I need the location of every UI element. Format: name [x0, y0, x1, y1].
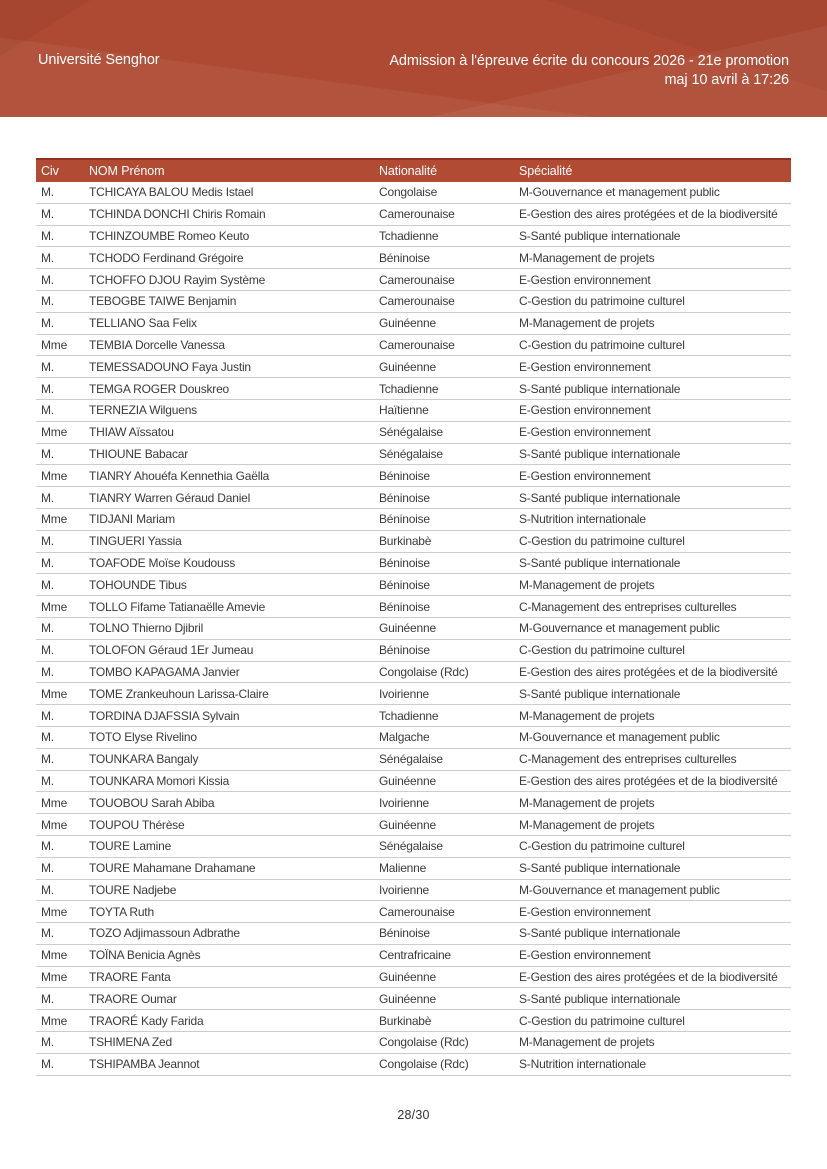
table-cell: C-Gestion du patrimoine culturel	[519, 643, 685, 658]
table-row	[36, 378, 791, 400]
table-cell: Camerounaise	[379, 904, 455, 919]
table-cell: TOZO Adjimassoun Adbrathe	[89, 926, 240, 941]
table-row	[36, 1032, 791, 1054]
table-cell: Sénégalaise	[379, 839, 443, 854]
table-row	[36, 705, 791, 727]
table-cell: E-Gestion des aires protégées et de la biodiversité	[519, 207, 778, 222]
organization-name: Université Senghor	[38, 52, 160, 68]
table-row	[36, 901, 791, 923]
table-cell: M.	[41, 1035, 54, 1050]
column-header-nationalite: Nationalité	[379, 164, 437, 178]
table-cell: M.	[41, 490, 54, 505]
table-row	[36, 988, 791, 1010]
table-cell: Béninoise	[379, 468, 430, 483]
table-cell: Mme	[41, 512, 68, 527]
table-cell: TOHOUNDE Tibus	[89, 577, 187, 592]
table-cell: M-Management de projets	[519, 817, 655, 832]
table-cell: M.	[41, 882, 54, 897]
table-cell: TCHICAYA BALOU Medis Istael	[89, 185, 254, 200]
table-cell: TRAORE Oumar	[89, 991, 177, 1006]
table-cell: S-Santé publique internationale	[519, 686, 681, 701]
table-cell: M.	[41, 446, 54, 461]
table-cell: M-Management de projets	[519, 795, 655, 810]
table-cell: TOUOBOU Sarah Abiba	[89, 795, 215, 810]
table-cell: C-Gestion du patrimoine culturel	[519, 294, 685, 309]
table-cell: Congolaise	[379, 185, 438, 200]
table-row	[36, 291, 791, 313]
table-cell: E-Gestion environnement	[519, 272, 651, 287]
table-cell: Tchadienne	[379, 708, 439, 723]
table-row	[36, 356, 791, 378]
table-row	[36, 509, 791, 531]
table-cell: Guinéenne	[379, 970, 436, 985]
table-row	[36, 880, 791, 902]
table-row	[36, 683, 791, 705]
table-cell: Haïtienne	[379, 403, 429, 418]
table-cell: TIANRY Ahouéfa Kennethia Gaëlla	[89, 468, 270, 483]
table-cell: TCHOFFO DJOU Rayim Système	[89, 272, 266, 287]
table-cell: E-Gestion environnement	[519, 904, 651, 919]
table-cell: TCHINDA DONCHI Chiris Romain	[89, 207, 266, 222]
table-cell: Béninoise	[379, 512, 430, 527]
table-cell: M-Gouvernance et management public	[519, 882, 720, 897]
table-cell: Mme	[41, 1013, 68, 1028]
table-cell: TSHIMENA Zed	[89, 1035, 172, 1050]
table-cell: M.	[41, 359, 54, 374]
table-cell: Camerounaise	[379, 207, 455, 222]
table-cell: Malienne	[379, 861, 427, 876]
table-cell: Sénégalaise	[379, 425, 443, 440]
table-header-row	[36, 158, 791, 182]
table-cell: Guinéenne	[379, 773, 436, 788]
table-cell: E-Gestion des aires protégées et de la biodiversité	[519, 773, 778, 788]
table-cell: Sénégalaise	[379, 446, 443, 461]
column-header-nom-prenom: NOM Prénom	[89, 164, 165, 178]
table-row	[36, 422, 791, 444]
table-cell: TOLNO Thierno Djibril	[89, 621, 204, 636]
table-cell: M.	[41, 185, 54, 200]
table-cell: TSHIPAMBA Jeannot	[89, 1057, 200, 1072]
table-cell: Béninoise	[379, 577, 430, 592]
page-header	[0, 0, 827, 117]
column-header-specialite: Spécialité	[519, 164, 573, 178]
table-cell: Mme	[41, 795, 68, 810]
table-cell: Mme	[41, 686, 68, 701]
table-cell: Mme	[41, 468, 68, 483]
table-cell: TINGUERI Yassia	[89, 534, 182, 549]
table-cell: M.	[41, 316, 54, 331]
table-cell: M.	[41, 577, 54, 592]
table-row	[36, 1010, 791, 1032]
table-cell: Mme	[41, 817, 68, 832]
table-cell: Guinéenne	[379, 359, 436, 374]
table-cell: TOUNKARA Momori Kissia	[89, 773, 230, 788]
table-row	[36, 749, 791, 771]
table-cell: M.	[41, 621, 54, 636]
table-cell: Camerounaise	[379, 272, 455, 287]
table-row	[36, 640, 791, 662]
table-cell: M-Management de projets	[519, 708, 655, 723]
table-cell: Camerounaise	[379, 294, 455, 309]
table-cell: M.	[41, 708, 54, 723]
table-cell: S-Santé publique internationale	[519, 555, 681, 570]
table-cell: M.	[41, 294, 54, 309]
table-cell: M.	[41, 381, 54, 396]
table-cell: E-Gestion environnement	[519, 403, 651, 418]
table-cell: M.	[41, 861, 54, 876]
table-cell: M-Management de projets	[519, 250, 655, 265]
table-cell: Béninoise	[379, 599, 430, 614]
table-cell: M.	[41, 1057, 54, 1072]
table-row	[36, 400, 791, 422]
table-row	[36, 618, 791, 640]
table-cell: Burkinabè	[379, 1013, 432, 1028]
table-row	[36, 967, 791, 989]
table-cell: Ivoirienne	[379, 686, 430, 701]
table-cell: Ivoirienne	[379, 882, 430, 897]
table-cell: M.	[41, 643, 54, 658]
table-cell: TEMBIA Dorcelle Vanessa	[89, 337, 225, 352]
table-cell: E-Gestion environnement	[519, 359, 651, 374]
table-row	[36, 771, 791, 793]
table-cell: Malgache	[379, 730, 430, 745]
table-cell: THIAW Aïssatou	[89, 425, 174, 440]
table-cell: Mme	[41, 904, 68, 919]
table-cell: E-Gestion des aires protégées et de la biodiversité	[519, 970, 778, 985]
table-row	[36, 662, 791, 684]
table-cell: E-Gestion environnement	[519, 468, 651, 483]
table-row	[36, 596, 791, 618]
table-cell: S-Santé publique internationale	[519, 991, 681, 1006]
table-cell: Guinéenne	[379, 991, 436, 1006]
table-cell: Guinéenne	[379, 817, 436, 832]
table-row	[36, 487, 791, 509]
table-cell: TOUNKARA Bangaly	[89, 752, 199, 767]
table-cell: TIANRY Warren Géraud Daniel	[89, 490, 251, 505]
table-row	[36, 531, 791, 553]
table-cell: TOAFODE Moïse Koudouss	[89, 555, 236, 570]
table-cell: S-Santé publique internationale	[519, 381, 681, 396]
table-cell: M-Gouvernance et management public	[519, 185, 720, 200]
table-cell: Camerounaise	[379, 337, 455, 352]
table-row	[36, 1054, 791, 1076]
table-cell: M-Management de projets	[519, 1035, 655, 1050]
table-cell: C-Gestion du patrimoine culturel	[519, 839, 685, 854]
table-row	[36, 269, 791, 291]
table-cell: TOYTA Ruth	[89, 904, 154, 919]
table-cell: Ivoirienne	[379, 795, 430, 810]
table-cell: Béninoise	[379, 250, 430, 265]
table-cell: E-Gestion environnement	[519, 425, 651, 440]
table-cell: E-Gestion environnement	[519, 948, 651, 963]
table-row	[36, 182, 791, 204]
document-updated-date: maj 10 avril à 17:26	[664, 72, 789, 88]
table-cell: Congolaise (Rdc)	[379, 1057, 469, 1072]
table-cell: E-Gestion des aires protégées et de la biodiversité	[519, 664, 778, 679]
table-cell: TOMBO KAPAGAMA Janvier	[89, 664, 240, 679]
table-cell: S-Santé publique internationale	[519, 926, 681, 941]
table-cell: M.	[41, 534, 54, 549]
table-row	[36, 923, 791, 945]
table-cell: Béninoise	[379, 926, 430, 941]
table-cell: Mme	[41, 425, 68, 440]
table-cell: S-Santé publique internationale	[519, 446, 681, 461]
admissions-table	[36, 158, 791, 1076]
table-cell: Mme	[41, 599, 68, 614]
table-row	[36, 727, 791, 749]
table-cell: M.	[41, 250, 54, 265]
table-row	[36, 553, 791, 575]
table-cell: M-Gouvernance et management public	[519, 730, 720, 745]
table-cell: M.	[41, 839, 54, 854]
table-cell: Mme	[41, 970, 68, 985]
table-row	[36, 247, 791, 269]
table-cell: THIOUNE Babacar	[89, 446, 189, 461]
table-row	[36, 858, 791, 880]
table-cell: M.	[41, 664, 54, 679]
table-cell: Congolaise (Rdc)	[379, 664, 469, 679]
table-cell: M.	[41, 752, 54, 767]
table-cell: TCHINZOUMBE Romeo Keuto	[89, 228, 250, 243]
table-cell: TOME Zrankeuhoun Larissa-Claire	[89, 686, 269, 701]
table-cell: TELLIANO Saa Felix	[89, 316, 197, 331]
table-cell: M.	[41, 926, 54, 941]
table-cell: TEMESSADOUNO Faya Justin	[89, 359, 251, 374]
table-cell: C-Gestion du patrimoine culturel	[519, 337, 685, 352]
table-cell: Tchadienne	[379, 228, 439, 243]
table-cell: S-Santé publique internationale	[519, 490, 681, 505]
table-cell: TOUPOU Thérèse	[89, 817, 185, 832]
table-cell: TRAORÉ Kady Farida	[89, 1013, 204, 1028]
table-cell: Mme	[41, 337, 68, 352]
table-cell: M.	[41, 773, 54, 788]
table-cell: Centrafricaine	[379, 948, 451, 963]
table-cell: M.	[41, 228, 54, 243]
table-body	[36, 182, 791, 1076]
table-cell: Congolaise (Rdc)	[379, 1035, 469, 1050]
table-cell: TOURE Nadjebe	[89, 882, 177, 897]
table-cell: Tchadienne	[379, 381, 439, 396]
table-cell: S-Nutrition internationale	[519, 1057, 646, 1072]
table-row	[36, 836, 791, 858]
page-number: 28/30	[397, 1108, 430, 1122]
table-cell: TEMGA ROGER Douskreo	[89, 381, 230, 396]
table-row	[36, 792, 791, 814]
table-cell: Mme	[41, 948, 68, 963]
table-cell: C-Management des entreprises culturelles	[519, 752, 737, 767]
table-row	[36, 814, 791, 836]
table-cell: M-Management de projets	[519, 316, 655, 331]
table-cell: TOLLO Fifame Tatianaëlle Amevie	[89, 599, 266, 614]
table-row	[36, 574, 791, 596]
table-cell: TOURE Lamine	[89, 839, 172, 854]
table-cell: Guinéenne	[379, 621, 436, 636]
table-cell: Guinéenne	[379, 316, 436, 331]
table-cell: C-Gestion du patrimoine culturel	[519, 1013, 685, 1028]
table-cell: TOLOFON Géraud 1Er Jumeau	[89, 643, 254, 658]
table-cell: TEBOGBE TAIWE Benjamin	[89, 294, 237, 309]
document-title-block	[389, 52, 789, 90]
table-cell: M-Management de projets	[519, 577, 655, 592]
table-cell: C-Gestion du patrimoine culturel	[519, 534, 685, 549]
table-cell: M-Gouvernance et management public	[519, 621, 720, 636]
table-cell: TORDINA DJAFSSIA Sylvain	[89, 708, 240, 723]
table-cell: S-Nutrition internationale	[519, 512, 646, 527]
table-cell: C-Management des entreprises culturelles	[519, 599, 737, 614]
document-title: Admission à l'épreuve écrite du concours 2026 - 21e promotion	[389, 53, 789, 69]
table-cell: TOURE Mahamane Drahamane	[89, 861, 256, 876]
table-row	[36, 465, 791, 487]
table-cell: M.	[41, 730, 54, 745]
table-cell: TERNEZIA Wilguens	[89, 403, 197, 418]
table-cell: S-Santé publique internationale	[519, 861, 681, 876]
table-cell: TOÏNA Benicia Agnès	[89, 948, 201, 963]
table-cell: Sénégalaise	[379, 752, 443, 767]
table-cell: TOTO Elyse Rivelino	[89, 730, 197, 745]
column-header-civ: Civ	[41, 164, 59, 178]
table-row	[36, 204, 791, 226]
table-row	[36, 335, 791, 357]
table-row	[36, 313, 791, 335]
table-cell: M.	[41, 555, 54, 570]
table-row	[36, 945, 791, 967]
table-cell: Burkinabè	[379, 534, 432, 549]
table-row	[36, 226, 791, 248]
table-cell: S-Santé publique internationale	[519, 228, 681, 243]
table-cell: Béninoise	[379, 643, 430, 658]
table-cell: M.	[41, 403, 54, 418]
table-cell: M.	[41, 207, 54, 222]
table-cell: M.	[41, 272, 54, 287]
table-row	[36, 444, 791, 466]
table-cell: TCHODO Ferdinand Grégoire	[89, 250, 244, 265]
table-cell: M.	[41, 991, 54, 1006]
table-cell: Béninoise	[379, 490, 430, 505]
table-cell: Béninoise	[379, 555, 430, 570]
table-cell: TRAORE Fanta	[89, 970, 171, 985]
table-cell: TIDJANI Mariam	[89, 512, 175, 527]
